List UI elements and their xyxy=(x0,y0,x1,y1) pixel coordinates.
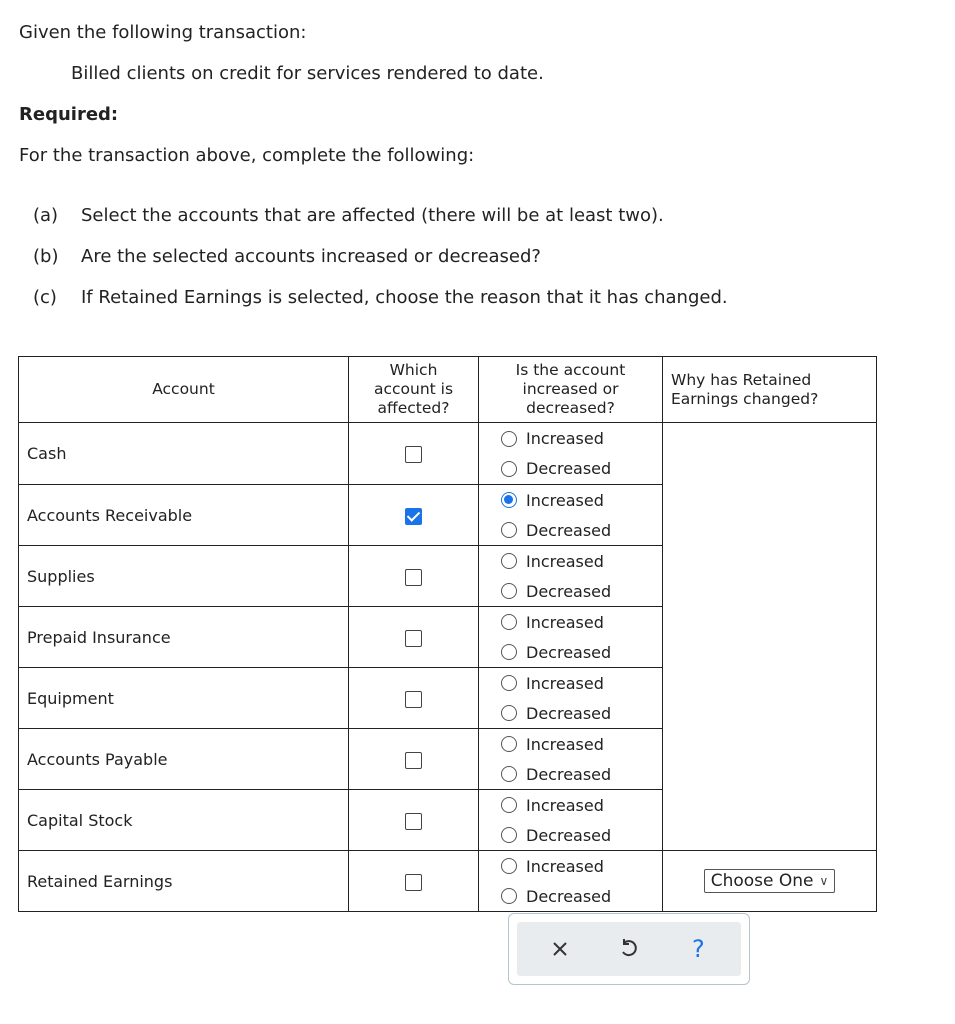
decreased-option[interactable] xyxy=(479,698,662,728)
decreased-option[interactable] xyxy=(479,820,662,850)
account-name: Prepaid Insurance xyxy=(19,607,349,668)
close-icon[interactable] xyxy=(538,927,582,971)
increased-radio[interactable] xyxy=(501,614,517,630)
increased-option[interactable] xyxy=(479,424,662,454)
increased-option[interactable] xyxy=(479,729,662,759)
direction-cell xyxy=(479,668,663,729)
step-text: Select the accounts that are affected (there will be at least two). xyxy=(81,205,664,226)
decreased-radio[interactable] xyxy=(501,827,517,843)
affected-checkbox[interactable] xyxy=(405,508,422,525)
decreased-radio[interactable] xyxy=(501,583,517,599)
increased-label: Increased xyxy=(526,551,604,571)
step-tag: (b) xyxy=(33,246,59,267)
step-text: Are the selected accounts increased or decreased? xyxy=(81,246,541,267)
affected-cell xyxy=(349,790,479,851)
decreased-radio[interactable] xyxy=(501,461,517,477)
direction-cell xyxy=(479,607,663,668)
step-tag: (c) xyxy=(33,287,57,308)
decreased-option[interactable] xyxy=(479,881,662,911)
decreased-label: Decreased xyxy=(526,459,612,478)
increased-radio[interactable] xyxy=(501,797,517,813)
affected-checkbox[interactable] xyxy=(405,813,422,830)
increased-radio[interactable] xyxy=(501,492,517,508)
transaction-analysis-table xyxy=(18,356,877,912)
increased-radio[interactable] xyxy=(501,736,517,752)
account-name: Accounts Receivable xyxy=(19,485,349,546)
decreased-radio[interactable] xyxy=(501,888,517,904)
chevron-down-icon: ∨ xyxy=(819,874,829,888)
decreased-radio[interactable] xyxy=(501,705,517,721)
decreased-label: Decreased xyxy=(526,886,612,906)
affected-checkbox[interactable] xyxy=(405,874,422,891)
step-tag: (a) xyxy=(33,205,59,226)
decreased-radio[interactable] xyxy=(501,522,517,538)
increased-radio[interactable] xyxy=(501,858,517,874)
decreased-option[interactable] xyxy=(479,759,662,789)
direction-cell xyxy=(479,790,663,851)
increased-radio[interactable] xyxy=(501,431,517,447)
retained-earnings-reason-select[interactable] xyxy=(704,869,836,893)
instruction-text: For the transaction above, complete the following: xyxy=(19,145,475,166)
affected-cell xyxy=(349,729,479,790)
increased-option[interactable] xyxy=(479,851,662,881)
affected-cell xyxy=(349,851,479,912)
affected-cell xyxy=(349,423,479,485)
affected-checkbox[interactable] xyxy=(405,630,422,647)
increased-option[interactable] xyxy=(479,546,662,576)
account-name: Supplies xyxy=(19,546,349,607)
account-name: Retained Earnings xyxy=(19,851,349,912)
table-row xyxy=(19,851,877,912)
header-why: Why has Retained Earnings changed? xyxy=(663,357,877,423)
affected-cell xyxy=(349,546,479,607)
step-b xyxy=(33,246,541,268)
why-cell xyxy=(663,851,877,912)
required-heading: Required: xyxy=(19,104,119,125)
affected-checkbox[interactable] xyxy=(405,752,422,769)
increased-label: Increased xyxy=(526,856,604,876)
decreased-label: Decreased xyxy=(526,764,612,784)
account-name: Cash xyxy=(19,423,349,485)
decreased-option[interactable] xyxy=(479,515,662,545)
decreased-radio[interactable] xyxy=(501,766,517,782)
undo-icon[interactable] xyxy=(607,927,651,971)
header-affected: Which account is affected? xyxy=(349,357,479,423)
affected-cell xyxy=(349,668,479,729)
help-glyph: ? xyxy=(691,935,705,963)
direction-cell xyxy=(479,485,663,546)
affected-checkbox[interactable] xyxy=(405,569,422,586)
help-icon[interactable] xyxy=(676,927,720,971)
direction-cell xyxy=(479,851,663,912)
transaction-text: Billed clients on credit for services rendered to date. xyxy=(71,63,544,84)
increased-label: Increased xyxy=(526,673,604,693)
direction-cell xyxy=(479,729,663,790)
increased-option[interactable] xyxy=(479,668,662,698)
given-label: Given the following transaction: xyxy=(19,22,307,43)
direction-cell xyxy=(479,423,663,485)
increased-radio[interactable] xyxy=(501,553,517,569)
account-name: Equipment xyxy=(19,668,349,729)
increased-radio[interactable] xyxy=(501,675,517,691)
decreased-label: Decreased xyxy=(526,703,612,723)
decreased-option[interactable] xyxy=(479,454,662,484)
table-row xyxy=(19,423,877,485)
table-header-row xyxy=(19,357,877,423)
decreased-label: Decreased xyxy=(526,520,612,540)
increased-label: Increased xyxy=(526,612,604,632)
why-empty-area xyxy=(663,423,877,851)
account-name: Accounts Payable xyxy=(19,729,349,790)
decreased-label: Decreased xyxy=(526,581,612,601)
decreased-option[interactable] xyxy=(479,576,662,606)
increased-label: Increased xyxy=(526,429,604,448)
header-account: Account xyxy=(19,357,349,423)
increased-option[interactable] xyxy=(479,790,662,820)
account-name: Capital Stock xyxy=(19,790,349,851)
direction-cell xyxy=(479,546,663,607)
increased-label: Increased xyxy=(526,490,604,510)
increased-option[interactable] xyxy=(479,485,662,515)
step-a xyxy=(33,205,664,227)
step-text: If Retained Earnings is selected, choose the reason that it has changed. xyxy=(81,287,728,308)
affected-checkbox[interactable] xyxy=(405,691,422,708)
header-direction: Is the account increased or decreased? xyxy=(479,357,663,423)
decreased-radio[interactable] xyxy=(501,644,517,660)
decreased-label: Decreased xyxy=(526,825,612,845)
affected-cell xyxy=(349,485,479,546)
answer-toolbar xyxy=(508,913,750,985)
affected-cell xyxy=(349,607,479,668)
increased-label: Increased xyxy=(526,795,604,815)
step-c xyxy=(33,287,728,309)
select-value: Choose One xyxy=(710,871,814,891)
decreased-option[interactable] xyxy=(479,637,662,667)
increased-option[interactable] xyxy=(479,607,662,637)
affected-checkbox[interactable] xyxy=(405,446,422,463)
increased-label: Increased xyxy=(526,734,604,754)
decreased-label: Decreased xyxy=(526,642,612,662)
